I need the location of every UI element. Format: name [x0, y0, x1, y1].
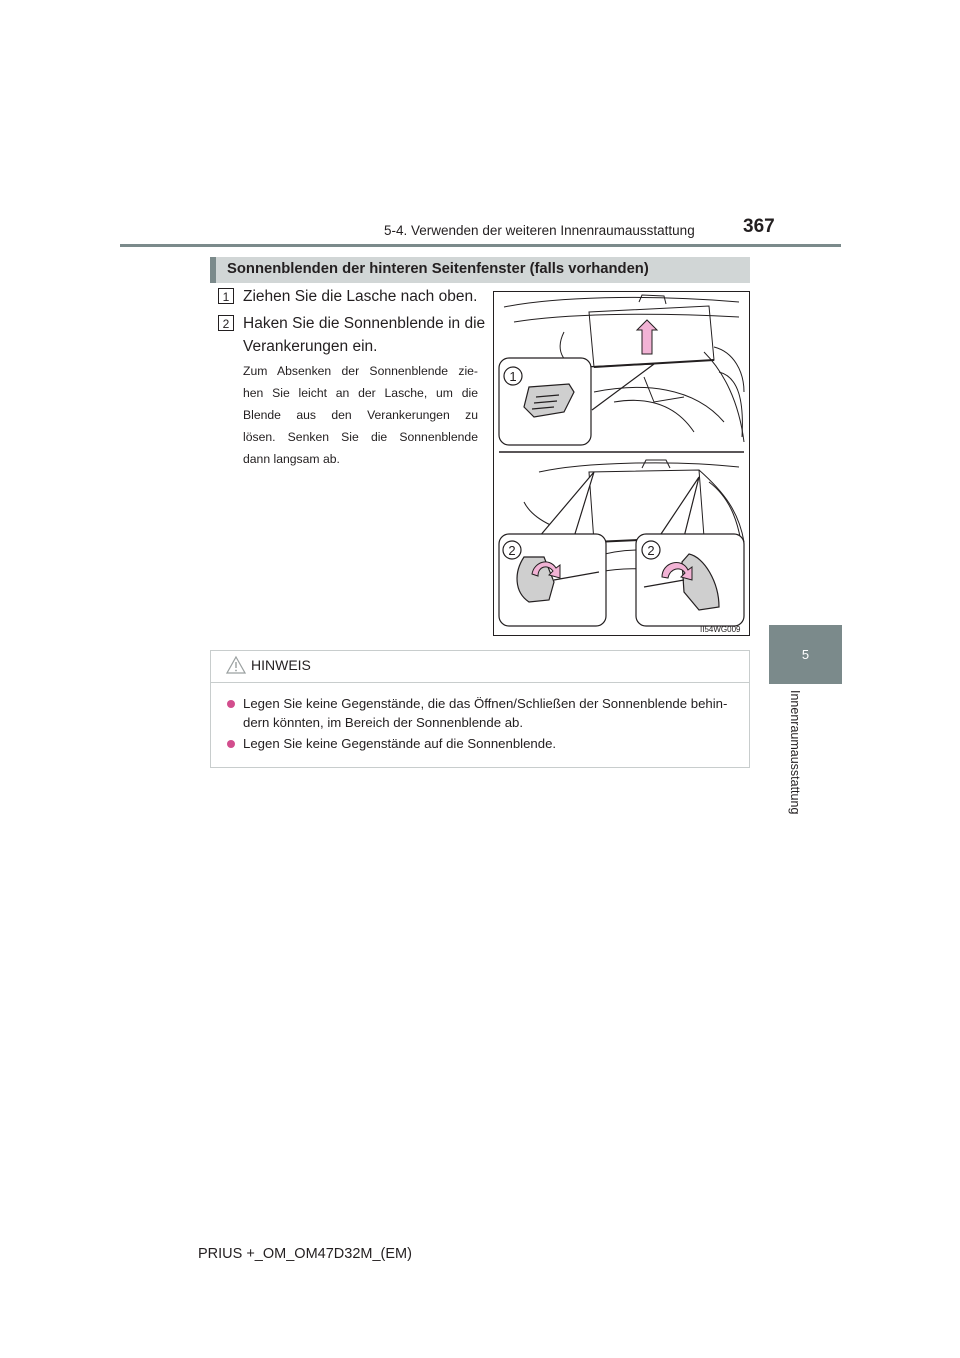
step-2-text-line1: Haken Sie die Sonnenblende in die	[243, 315, 486, 332]
chapter-label: Innenraumausstattung	[788, 690, 802, 815]
figure-code: II54WG009	[700, 625, 741, 634]
notice-bullet-1-line2: dern könnten, im Bereich der Sonnenblende ab.	[243, 715, 524, 730]
illustration-svg	[494, 292, 749, 635]
notice-bullet-2-line1: Legen Sie keine Gegenstände auf die Sonnenblende.	[243, 736, 557, 751]
notice-title: HINWEIS	[251, 657, 311, 673]
bullet-icon	[227, 740, 235, 748]
footer-document-id: PRIUS +_OM_OM47D32M_(EM)	[198, 1246, 412, 1262]
note-line: hen Sie leicht an der Lasche, um die	[243, 386, 478, 400]
note-paragraph	[243, 360, 478, 470]
note-line: Blende aus den Verankerungen zu	[243, 408, 478, 422]
chapter-tab	[769, 625, 842, 684]
page-number: 367	[743, 216, 775, 237]
bullet-icon	[227, 700, 235, 708]
callout-2-left-label: 2	[508, 543, 516, 558]
note-line: dann langsam ab.	[243, 452, 340, 466]
callout-2-right-label: 2	[647, 543, 655, 558]
step-2-text-line2: Verankerungen ein.	[243, 338, 378, 355]
note-line: Zum Absenken der Sonnenblende zie-	[243, 364, 478, 378]
chapter-side-label	[788, 690, 820, 830]
sunshade-illustration	[493, 291, 750, 636]
header-rule	[120, 244, 841, 247]
warning-icon	[226, 655, 246, 680]
step-1-text: Ziehen Sie die Lasche nach oben.	[243, 288, 478, 305]
chapter-number: 5	[801, 647, 810, 662]
notice-divider	[210, 682, 750, 683]
callout-1-label: 1	[509, 369, 517, 384]
note-line: lösen. Senken Sie die Sonnenblende	[243, 430, 478, 444]
section-heading: Sonnenblenden der hinteren Seitenfenster (falls vorhanden)	[227, 261, 649, 277]
step-1-number: 1	[218, 288, 234, 304]
section-heading-bar	[210, 257, 750, 283]
notice-bullet-1-line1: Legen Sie keine Gegenstände, die das Öffnen/Schließen der Sonnenblende behin-	[243, 696, 728, 711]
running-header: 5-4. Verwenden der weiteren Innenraumausstattung	[384, 223, 695, 238]
step-2-number: 2	[218, 315, 234, 331]
